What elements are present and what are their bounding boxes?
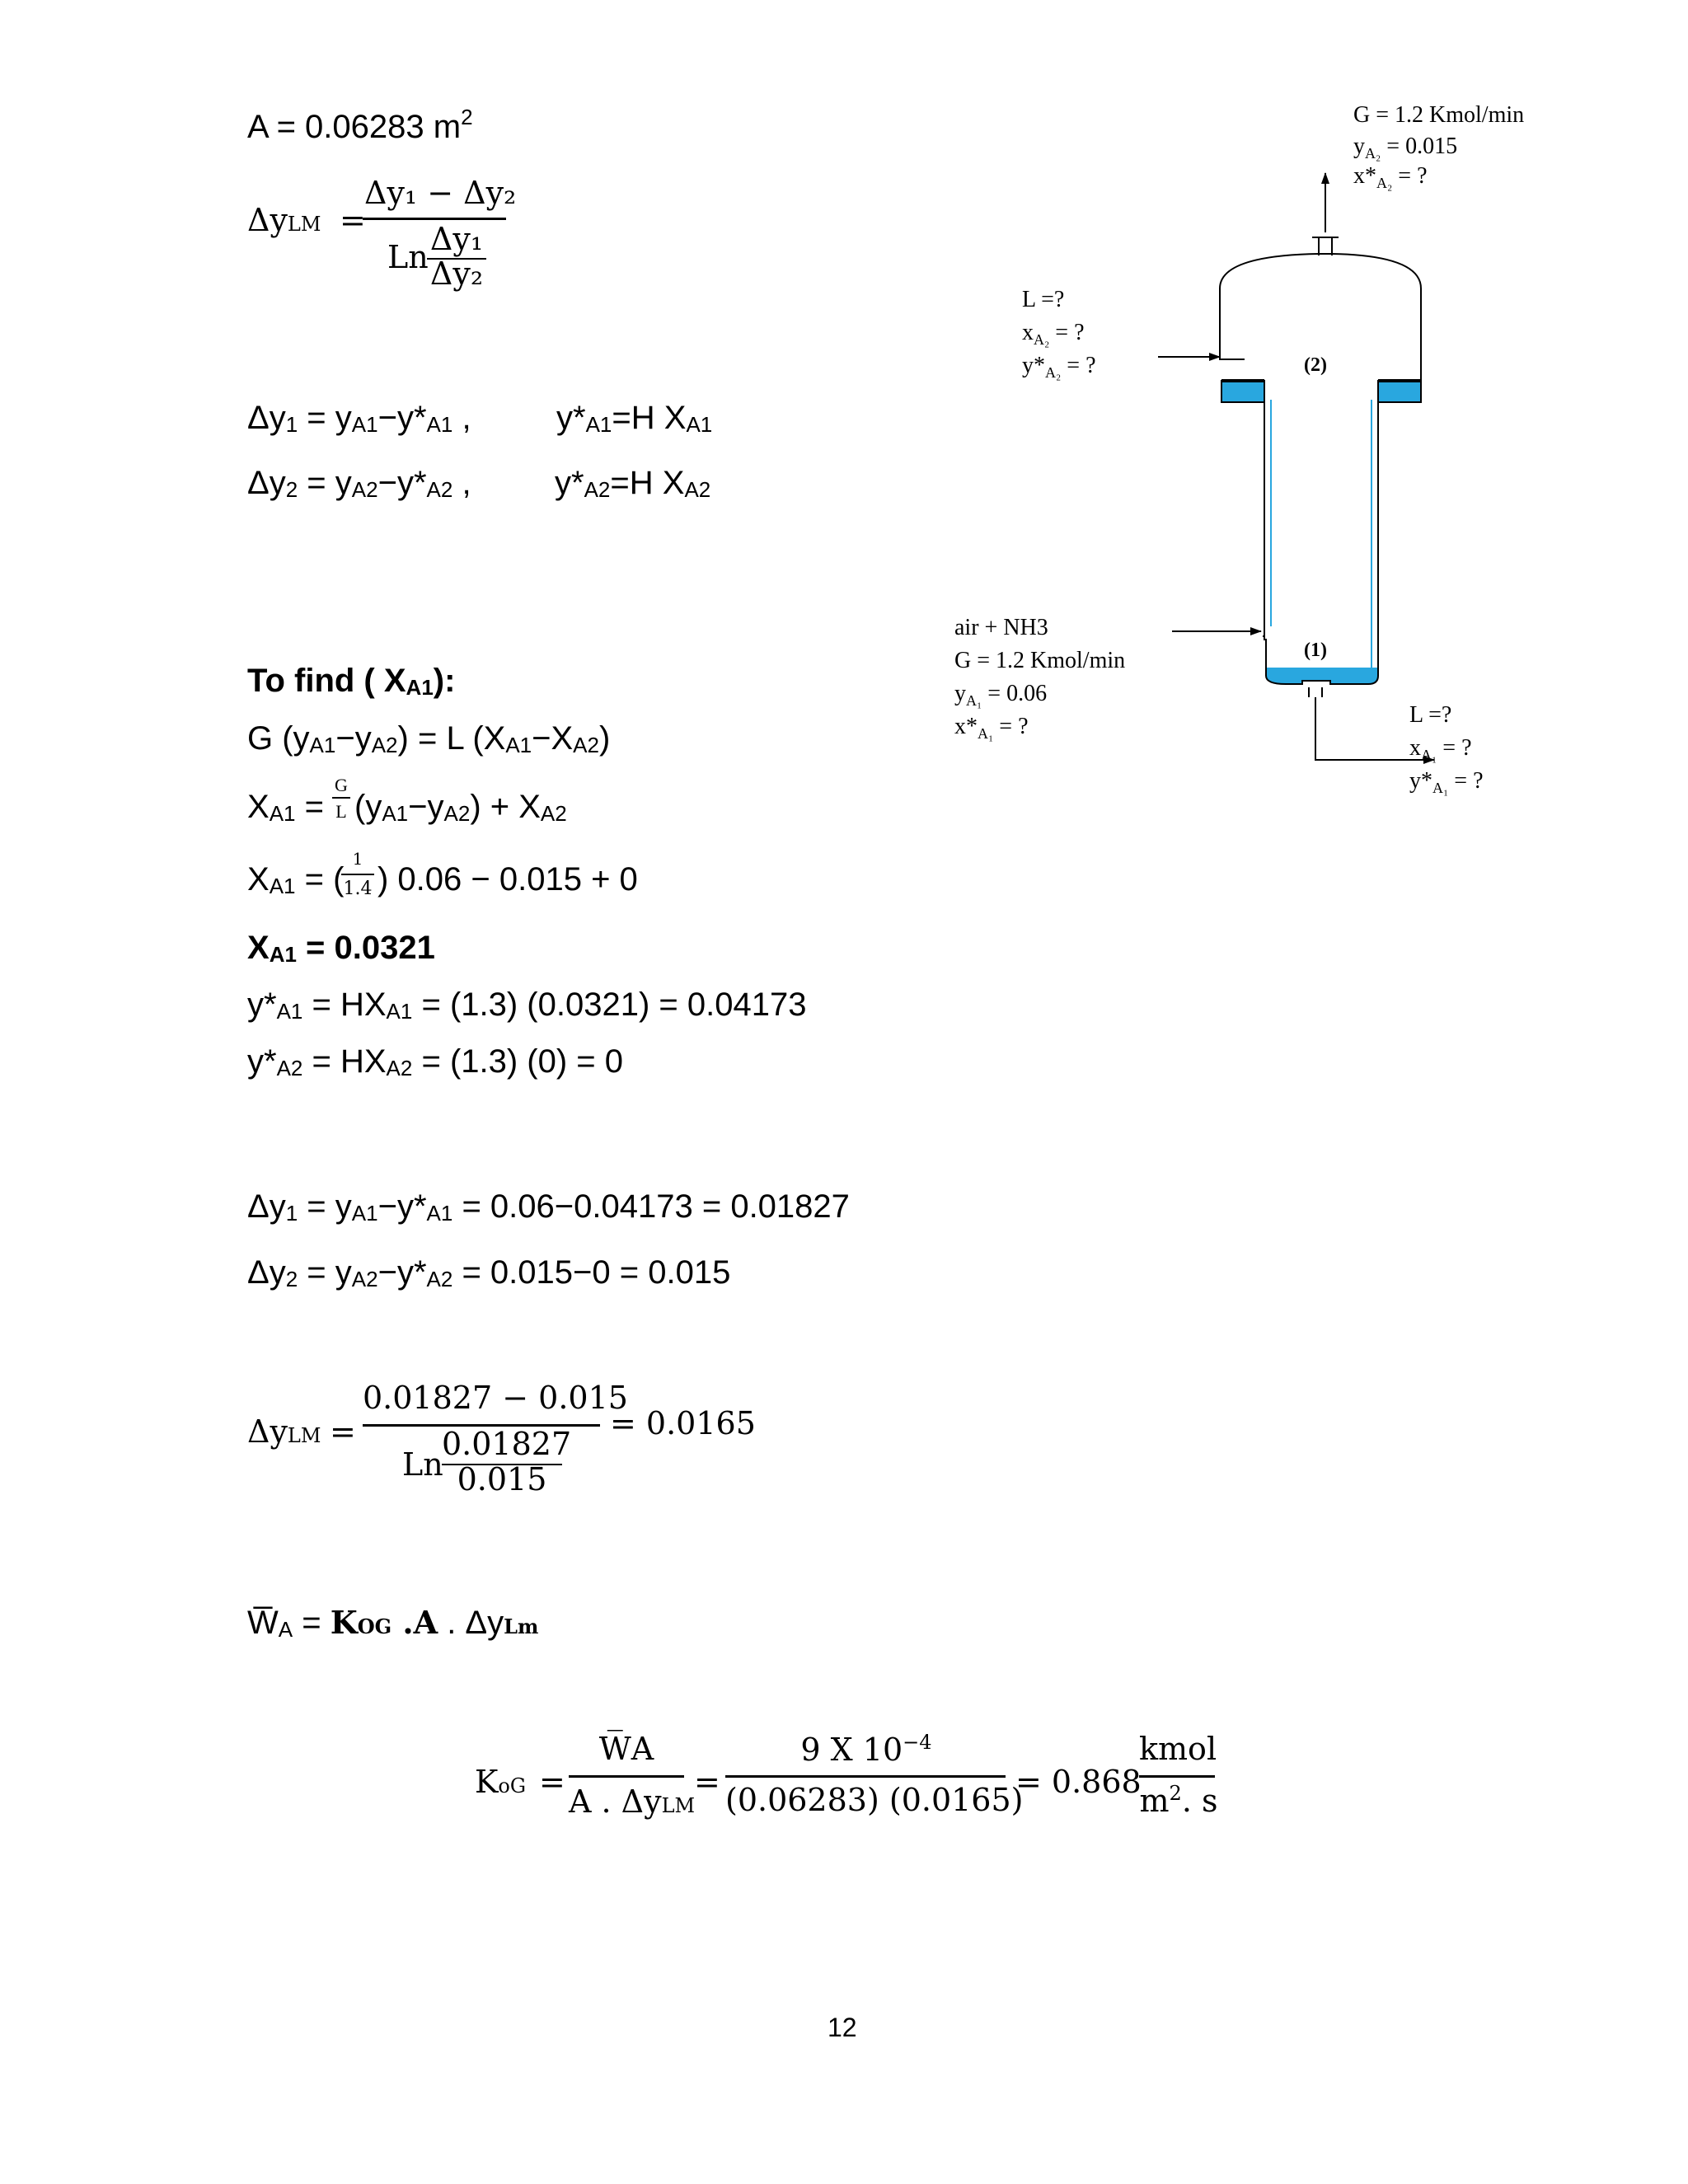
d2-b-sub: A2 [351, 477, 378, 502]
kog-eq1: = [539, 1764, 565, 1800]
gas-in-x [954, 714, 1029, 742]
kog-unit-num: kmol [1139, 1731, 1217, 1767]
lmv-ln-denominator: 0.015 [457, 1461, 547, 1497]
d2-d: , [452, 465, 471, 501]
left-x-sub: A₂ [1034, 331, 1050, 348]
kog-f1-den-sub: LM [661, 1794, 696, 1817]
kog-lhs-sub: oG [498, 1774, 527, 1797]
l2-c: (y [354, 789, 382, 825]
l5-a: y* [247, 987, 277, 1023]
out-x: x [1409, 735, 1421, 761]
dv2-d: = 0.015−0 = 0.015 [452, 1254, 731, 1291]
l4-a-sub: A1 [269, 942, 297, 967]
dv1-c: −y* [377, 1188, 427, 1225]
l6-b-sub: A2 [386, 1056, 413, 1080]
lmv-lhs-sub: LM [287, 1424, 321, 1447]
in-x-sub: A₁ [978, 725, 994, 742]
top-x-sub: A₂ [1376, 175, 1393, 191]
out-y: y* [1409, 768, 1432, 794]
lm-lhs-sub: LM [287, 213, 321, 236]
dv1-a: Δy [247, 1188, 286, 1225]
dv1-b-sub: A1 [351, 1201, 378, 1226]
delta1-def [247, 398, 471, 444]
l3-c: ) 0.06 − 0.015 + 0 [377, 861, 638, 898]
xa1-numeric-line [247, 860, 344, 906]
in-y-val: = 0.06 [982, 681, 1048, 706]
lmv-lhs-text: Δy [247, 1413, 288, 1450]
kog-unit-den-text: m [1139, 1783, 1170, 1819]
delta1-value [247, 1187, 850, 1233]
kog-f2-bar [725, 1775, 1006, 1778]
d2-e-sub: A2 [584, 477, 611, 502]
l2-a: X [247, 789, 270, 825]
d2-a: Δy [247, 465, 286, 501]
d1-c-sub: A1 [426, 412, 453, 437]
l6-b: = HX [302, 1043, 387, 1080]
kog-lhs-text: K [475, 1764, 499, 1800]
d1-b: = y [298, 400, 352, 436]
stage-1-label: (1) [1304, 640, 1327, 661]
dv2-a: Δy [247, 1254, 286, 1291]
dv1-d: = 0.06−0.04173 = 0.01827 [452, 1188, 850, 1225]
lm-ln: Ln [387, 239, 429, 275]
kog-f1-den-text: A . Δy [569, 1783, 662, 1820]
liquid-out-flow: L =? [1409, 702, 1452, 728]
l4-a: X [247, 930, 270, 966]
d1-a: Δy [247, 400, 286, 436]
kog-lhs [475, 1764, 526, 1800]
l2-a-sub: A1 [269, 801, 296, 826]
l1-c-sub: A1 [505, 733, 532, 757]
out-x-val: = ? [1437, 735, 1472, 761]
kog-f2-den: (0.06283) (0.0165) [725, 1782, 1024, 1818]
l6-a-sub: A2 [276, 1056, 303, 1080]
d1-f-sub: A1 [686, 412, 713, 437]
l2-e-sub: A2 [540, 801, 567, 826]
lmv-ln-numerator: 0.01827 [442, 1426, 572, 1462]
liquid-inlet-nozzle [1220, 346, 1245, 359]
l1-b-sub: A2 [371, 733, 398, 757]
l2-e: ) + X [470, 789, 541, 825]
lm-ln-numerator: Δy₁ [429, 221, 484, 257]
top-y-sub: A₂ [1365, 145, 1381, 162]
left-x-val: = ? [1049, 320, 1085, 345]
kog-f2-num [725, 1731, 1007, 1768]
flux-c: K [330, 1604, 358, 1641]
dv1-b: = y [298, 1188, 352, 1225]
d1-c: −y* [377, 400, 427, 436]
xa1-expr-rest [354, 787, 567, 833]
d2-c-sub: A2 [426, 477, 453, 502]
kog-f1-num: W̅A [598, 1731, 654, 1767]
ystar-a2-line [247, 1042, 623, 1088]
l2-frac-bar [332, 797, 350, 799]
lmv-equals: = [330, 1413, 356, 1450]
area-line [247, 97, 473, 147]
l1-a: G (y [247, 720, 310, 757]
lm-lhs-text: Δy [247, 202, 288, 238]
dv2-c: −y* [377, 1254, 427, 1291]
page-number: 12 [828, 2013, 857, 2042]
d2-b: = y [298, 465, 352, 501]
kog-unit-den-exp: 2 [1169, 1782, 1182, 1805]
flux-d: .A [392, 1604, 438, 1641]
left-y-sub: A₂ [1045, 364, 1062, 381]
l6-a: y* [247, 1043, 277, 1080]
lm-equals: = [340, 202, 366, 238]
l4-b: = 0.0321 [296, 930, 435, 966]
xa1-result [247, 928, 435, 974]
l5-c: = (1.3) (0.0321) = 0.04173 [412, 987, 807, 1023]
absorption-column-diagram [940, 91, 1566, 816]
gas-in-label: air + NH3 [954, 615, 1048, 640]
l2-d: −y [408, 789, 444, 825]
gas-in-flow: G = 1.2 Kmol/min [954, 648, 1126, 673]
l2-frac-den: L [335, 801, 347, 822]
dv1-a-sub: 1 [285, 1201, 298, 1226]
delta2-equilibrium [555, 463, 710, 509]
kog-eq2: = [694, 1764, 720, 1800]
l5-b: = HX [302, 987, 387, 1023]
dv2-a-sub: 2 [285, 1267, 298, 1291]
lmv-ln: Ln [402, 1446, 443, 1483]
l2-b: = [295, 789, 324, 825]
lm-lhs [247, 202, 321, 238]
flux-e: . Δy [438, 1605, 504, 1641]
find-heading-sub: A1 [406, 675, 434, 700]
d2-f-sub: A2 [684, 477, 711, 502]
delta2-value [247, 1253, 730, 1299]
l1-d-sub: A2 [573, 733, 599, 757]
l5-b-sub: A1 [386, 999, 413, 1024]
lower-left-wall [1264, 636, 1266, 668]
kog-unit-bar [1139, 1775, 1215, 1778]
l5-a-sub: A1 [276, 999, 303, 1024]
kog-eq3: = 0.868 [1015, 1764, 1142, 1800]
l3-frac-num: 1 [352, 849, 363, 869]
l3-frac-bar [341, 874, 374, 875]
kog-unit-den-end: . s [1181, 1783, 1218, 1819]
left-x: x [1022, 320, 1034, 345]
kog-unit-den [1139, 1782, 1218, 1819]
l1-e: ) [598, 720, 611, 757]
lm-ln-denominator: Δy₂ [429, 255, 484, 292]
upper-tray-right [1378, 381, 1421, 402]
top-y: y [1353, 134, 1365, 159]
lm-numerator: Δy₁ − Δy₂ [364, 175, 517, 211]
out-y-sub: A₁ [1432, 780, 1449, 796]
stage-2-label: (2) [1304, 354, 1327, 376]
kog-f1-den [569, 1783, 696, 1820]
l6-c: = (1.3) (0) = 0 [412, 1043, 624, 1080]
l1-b: −y [335, 720, 372, 757]
liquid-in-x [1022, 320, 1085, 348]
flux-c-sub: OG [357, 1615, 392, 1638]
l1-d: −X [532, 720, 574, 757]
kog-f2-num-text: 9 X 10 [800, 1732, 903, 1768]
left-y: y* [1022, 353, 1045, 378]
l1-a-sub: A1 [309, 733, 336, 757]
l3-a-sub: A1 [269, 874, 296, 898]
out-x-sub: A₁ [1421, 747, 1437, 763]
top-gas-x [1353, 163, 1428, 191]
flux-a-sub: A [278, 1617, 293, 1642]
find-heading-end: ): [433, 663, 456, 699]
l1-c: ) = L (X [397, 720, 506, 757]
upper-tray-left [1221, 381, 1264, 402]
d2-c: −y* [377, 465, 427, 501]
left-y-val: = ? [1061, 353, 1096, 378]
in-x-val: = ? [993, 714, 1029, 739]
bottom-sump [1266, 668, 1378, 684]
kog-f1-bar [569, 1775, 684, 1778]
flux-equation [247, 1603, 538, 1649]
in-y-sub: A₁ [966, 692, 982, 709]
find-heading-text: To find ( X [247, 663, 406, 699]
top-gas-flow: G = 1.2 Kmol/min [1353, 102, 1525, 128]
gas-in-y [954, 681, 1047, 709]
area-exponent: 2 [461, 105, 473, 129]
d1-a-sub: 1 [285, 412, 298, 437]
l2-c-sub: A1 [382, 801, 409, 826]
top-y-val: = 0.015 [1381, 134, 1458, 159]
delta2-def [247, 463, 471, 509]
dv2-c-sub: A2 [426, 1267, 453, 1291]
l3-frac-den: 1.4 [343, 879, 373, 899]
find-heading [247, 661, 455, 707]
in-y: y [954, 681, 966, 706]
top-x-val: = ? [1392, 163, 1428, 189]
dv2-b-sub: A2 [351, 1267, 378, 1291]
gas-inlet-nozzle [1263, 630, 1264, 636]
xa1-expr-line [247, 787, 324, 833]
l3-a: X [247, 861, 270, 898]
flux-a: W̅ [247, 1605, 279, 1641]
kog-f2-exp: −4 [903, 1731, 932, 1754]
l2-frac-num: G [335, 775, 348, 795]
in-x: x* [954, 714, 978, 739]
d2-f: =H X [610, 465, 685, 501]
d1-f: =H X [612, 400, 687, 436]
l2-d-sub: A2 [443, 801, 471, 826]
liquid-out-y [1409, 768, 1484, 796]
area-text: A = 0.06283 m [247, 109, 462, 145]
flux-b: = [293, 1605, 331, 1641]
lm-fraction-bar [363, 218, 506, 220]
liquid-out-x [1409, 735, 1472, 763]
d2-e: y* [555, 465, 584, 501]
out-y-val: = ? [1448, 768, 1484, 794]
liquid-in-y [1022, 353, 1096, 381]
d1-d: , [452, 400, 471, 436]
dv2-b: = y [298, 1254, 352, 1291]
d1-e-sub: A1 [585, 412, 612, 437]
lmv-result: = 0.0165 [610, 1405, 756, 1441]
l3-b: = ( [295, 861, 345, 898]
dv1-c-sub: A1 [426, 1201, 453, 1226]
top-x: x* [1353, 163, 1376, 189]
flux-e-sub: Lm [504, 1615, 539, 1638]
top-gas-y [1353, 134, 1457, 162]
lmv-lhs [247, 1413, 321, 1450]
d2-a-sub: 2 [285, 477, 298, 502]
d1-e: y* [556, 400, 586, 436]
d1-b-sub: A1 [351, 412, 378, 437]
mass-balance-line [247, 719, 610, 765]
lmv-numerator: 0.01827 − 0.015 [363, 1380, 628, 1416]
ystar-a1-line [247, 985, 806, 1031]
delta1-equilibrium [556, 398, 712, 444]
liquid-in-flow: L =? [1022, 287, 1065, 312]
